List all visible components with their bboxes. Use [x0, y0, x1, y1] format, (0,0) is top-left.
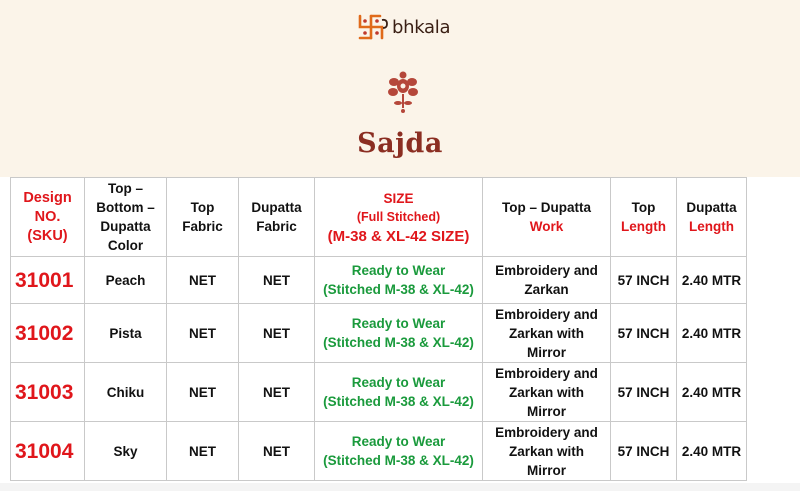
- cell-dupatta-fabric: NET: [239, 304, 315, 363]
- cell-work: Embroidery and Zarkan with Mirror: [483, 422, 611, 481]
- cell-size: Ready to Wear (Stitched M-38 & XL-42): [315, 304, 483, 363]
- table-row: [11, 304, 747, 363]
- cell-color: Chiku: [85, 363, 167, 422]
- cell-work: Embroidery and Zarkan with Mirror: [483, 363, 611, 422]
- brand-logo: [356, 12, 450, 42]
- cell-dupatta-fabric: NET: [239, 257, 315, 304]
- cell-dupatta-length: 2.40 MTR: [677, 304, 747, 363]
- cell-work: Embroidery and Zarkan: [483, 257, 611, 304]
- cell-sku: 31002: [11, 304, 85, 363]
- cell-top-fabric: NET: [167, 422, 239, 481]
- cell-top-length: 57 INCH: [611, 363, 677, 422]
- header-dupatta-fabric: Dupatta Fabric: [239, 178, 315, 257]
- cell-dupatta-fabric: NET: [239, 363, 315, 422]
- cell-sku: 31003: [11, 363, 85, 422]
- cell-color: Peach: [85, 257, 167, 304]
- bottom-strip: [0, 483, 800, 491]
- table-row: [11, 363, 747, 422]
- cell-dupatta-length: 2.40 MTR: [677, 422, 747, 481]
- floral-ornament-icon: [385, 70, 421, 114]
- header-color: Top – Bottom – Dupatta Color: [85, 178, 167, 257]
- table-row: [11, 257, 747, 304]
- cell-size: Ready to Wear (Stitched M-38 & XL-42): [315, 363, 483, 422]
- cell-top-length: 57 INCH: [611, 304, 677, 363]
- header-top-fabric: Top Fabric: [167, 178, 239, 257]
- header-sku: Design NO. (SKU): [11, 178, 85, 257]
- cell-top-length: 57 INCH: [611, 257, 677, 304]
- cell-dupatta-length: 2.40 MTR: [677, 257, 747, 304]
- cell-size: Ready to Wear (Stitched M-38 & XL-42): [315, 422, 483, 481]
- header-size: SIZE (Full Stitched) (M-38 & XL-42 SIZE): [315, 178, 483, 257]
- table-row: [11, 422, 747, 481]
- cell-dupatta-length: 2.40 MTR: [677, 363, 747, 422]
- cell-sku: 31001: [11, 257, 85, 304]
- header-dupatta-length: Dupatta Length: [677, 178, 747, 257]
- cell-color: Pista: [85, 304, 167, 363]
- cell-sku: 31004: [11, 422, 85, 481]
- product-table: [10, 177, 747, 481]
- collection-title: Sajda: [357, 128, 443, 159]
- header-top-length: Top Length: [611, 178, 677, 257]
- cell-top-fabric: NET: [167, 257, 239, 304]
- header-work: Top – Dupatta Work: [483, 178, 611, 257]
- cell-top-fabric: NET: [167, 363, 239, 422]
- header-banner: [0, 0, 800, 177]
- cell-work: Embroidery and Zarkan with Mirror: [483, 304, 611, 363]
- cell-color: Sky: [85, 422, 167, 481]
- cell-top-fabric: NET: [167, 304, 239, 363]
- cell-size: Ready to Wear (Stitched M-38 & XL-42): [315, 257, 483, 304]
- brand-logo-text: bhkala: [392, 16, 451, 38]
- swastik-logo-icon: [356, 12, 390, 42]
- table-header-row: [11, 178, 747, 257]
- cell-dupatta-fabric: NET: [239, 422, 315, 481]
- cell-top-length: 57 INCH: [611, 422, 677, 481]
